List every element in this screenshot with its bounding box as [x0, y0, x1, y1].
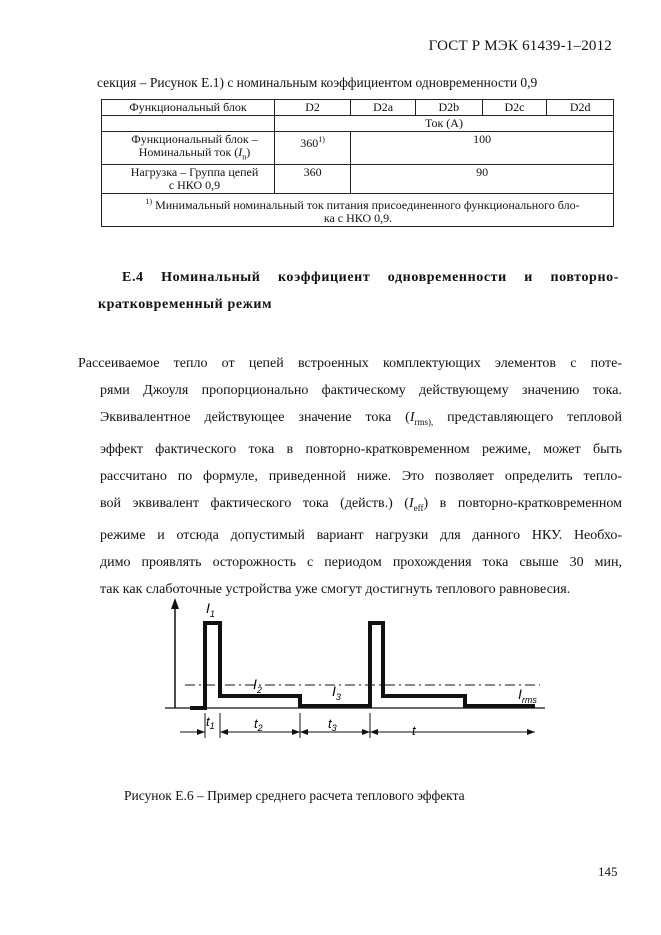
standard-id: ГОСТ Р МЭК 61439-1–2012 — [428, 38, 612, 54]
rated-current-table — [101, 99, 614, 227]
table-row — [102, 165, 614, 194]
table-cell-empty — [102, 116, 275, 132]
page-number: 145 — [598, 864, 618, 879]
footnote-row — [102, 194, 614, 227]
label-t1: $t_1$ — [206, 714, 215, 731]
label-t2: $t_2$ — [254, 716, 263, 733]
intro-line: секция – Рисунок Е.1) с номинальным коэффициентом одновременности 0,9 — [97, 75, 538, 90]
arrow-icon — [370, 729, 378, 735]
label-irms: $I_{rms}$ — [518, 686, 537, 705]
row-label-line2: Номинальный ток $(I_n)$ — [138, 145, 251, 162]
col-header-d2d: D2d — [547, 100, 614, 116]
table-cell-rest: 90 — [351, 165, 614, 194]
label-i3: $I_3$ — [332, 683, 341, 702]
section-number: Е.4 — [122, 270, 144, 285]
section-heading: Е.4 Номинальный коэффициент одновременности и повторно- — [122, 270, 619, 285]
label-i1: $I_1$ — [206, 600, 215, 619]
label-i2: $I_2$ — [253, 676, 262, 695]
y-axis-arrow-icon — [171, 598, 179, 609]
arrow-icon — [362, 729, 370, 735]
table-header-row — [102, 100, 614, 116]
row-label: Нагрузка – Группа цепей с НКО 0,9 — [102, 165, 275, 194]
col-header-d2b: D2b — [416, 100, 483, 116]
col-header-block: Функциональный блок — [102, 100, 275, 116]
table-footnote: $^{1)}$ Минимальный номинальный ток питания присоединенного функционального бло- ка с НКО 0,9. — [102, 194, 614, 227]
unit-cell: Ток (А) — [275, 116, 614, 132]
body-paragraph: Рассеиваемое тепло от цепей встроенных комплектующих элементов с поте- рями Джоуля пропорционально фактическому действующему значению тока. Эквивалентное действующее значение тока ($I_{rms),}$ представляющего тепловой эффект фактического тока в повторно-кратковременном режиме, может быть рассчитано по формуле, приведенной ниже. Это позволяет определить тепло- вой эквивалент фактического тока (действ.) $(I_{eff})$ в повторно-кратковременном режиме и отсюда допустимый вариант нагрузки для данного НКУ. Необхо- димо проявлять осторожность с периодом прохождения тока свыше 30 мин, так как слаботочные устройства уже смогут достигнуть теплового равновесия. — [78, 356, 623, 597]
table-cell-d2: 360$^{1)}$ — [275, 132, 351, 165]
arrow-icon — [527, 729, 535, 735]
label-t3: $t_3$ — [328, 716, 337, 733]
arrow-icon — [197, 729, 205, 735]
label-t: t — [412, 723, 416, 738]
table-unit-row — [102, 116, 614, 132]
col-header-d2: D2 — [275, 100, 351, 116]
table-cell-d2: 360 — [275, 165, 351, 194]
figure-caption: Рисунок Е.6 – Пример среднего расчета теплового эффекта — [124, 788, 465, 803]
arrow-icon — [220, 729, 228, 735]
row-label — [102, 132, 275, 165]
current-waveform-figure — [150, 595, 560, 755]
current-waveform — [190, 623, 535, 708]
arrow-icon — [300, 729, 308, 735]
table-row — [102, 132, 614, 165]
col-header-d2c: D2c — [482, 100, 547, 116]
arrow-icon — [292, 729, 300, 735]
col-header-d2a: D2a — [351, 100, 416, 116]
section-heading-cont: кратковременный режим — [98, 297, 273, 312]
table-cell-rest: 100 — [351, 132, 614, 165]
row-label-line1: Функциональный блок – — [131, 132, 258, 146]
